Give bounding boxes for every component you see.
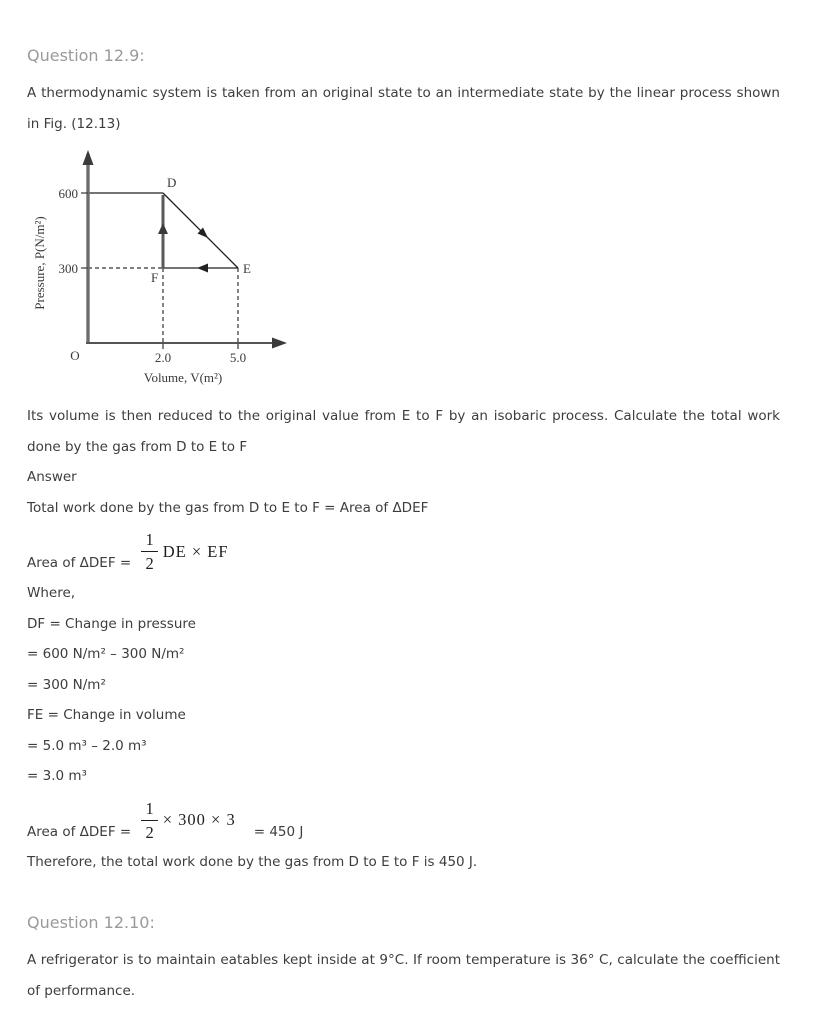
equation-1-prefix: Area of ΔDEF = (27, 555, 136, 571)
point-label-E: E (243, 261, 251, 276)
equation-area-def-1 (27, 529, 780, 574)
pv-diagram-svg (20, 145, 320, 397)
fraction-denominator: 2 (145, 822, 154, 842)
figure-12-13-pv-diagram (20, 145, 320, 397)
origin-label: O (70, 348, 80, 363)
arrow-FD-icon (158, 223, 168, 234)
y-axis-label: Pressure, P(N/m²) (32, 216, 47, 310)
total-work-line: Total work done by the gas from D to E to F = Area of ΔDEF (27, 499, 429, 516)
x-axis-arrow-icon (272, 338, 287, 349)
calc-line-pressure-result: = 300 N/m² (27, 676, 106, 693)
y-tick-label-300: 300 (58, 261, 78, 276)
equation-1-rest: DE × EF (162, 541, 229, 561)
point-label-F: F (151, 270, 159, 285)
fraction-numerator: 1 (141, 798, 157, 821)
equation-1-body (141, 529, 228, 574)
arrow-EF-icon (197, 264, 208, 273)
x-axis-label: Volume, V(m²) (143, 370, 223, 385)
calc-line-volume-result: = 3.0 m³ (27, 768, 87, 784)
calc-line-pressure-diff: = 600 N/m² – 300 N/m² (27, 646, 185, 662)
calc-line-fe: FE = Change in volume (27, 707, 186, 723)
question-12-9-heading: Question 12.9: (27, 46, 145, 65)
equation-area-def-2 (27, 798, 780, 843)
calc-line-volume-diff: = 5.0 m³ – 2.0 m³ (27, 737, 147, 754)
point-label-D: D (167, 175, 177, 190)
question-12-10-body: A refrigerator is to maintain eatables kept inside at 9°C. If room temperature is 36° C, calculate the coefficient of performance. (27, 952, 780, 999)
x-tick-label-2: 2.0 (154, 350, 172, 365)
equation-2-result: = 450 J (253, 823, 304, 840)
fraction-one-half (141, 529, 157, 574)
equation-2-prefix: Area of ΔDEF = (27, 823, 136, 840)
equation-2-rest: × 300 × 3 (162, 810, 236, 829)
y-axis-arrow-icon (83, 150, 94, 165)
question-12-10-block (27, 911, 780, 1006)
x-tick-label-5: 5.0 (229, 350, 247, 365)
question-12-9-continuation: Its volume is then reduced to the original value from E to F by an isobaric process. Calculate the total work done by the gas from D to E to F (27, 408, 780, 455)
conclusion-line: Therefore, the total work done by the gas from D to E to F is 450 J. (27, 853, 478, 870)
fraction-denominator: 2 (145, 554, 154, 573)
where-line: Where, (27, 585, 76, 601)
fraction-one-half (141, 798, 157, 843)
fraction-numerator: 1 (141, 529, 157, 552)
y-tick-label-600: 600 (58, 186, 78, 201)
calc-line-df: DF = Change in pressure (27, 615, 196, 632)
equation-2-body (141, 798, 235, 843)
answer-label: Answer (27, 469, 77, 485)
question-12-9-intro: A thermodynamic system is taken from an original state to an intermediate state by the linear process shown in Fig. (12.13) (27, 85, 780, 132)
question-12-10-heading: Question 12.10: (27, 913, 155, 932)
